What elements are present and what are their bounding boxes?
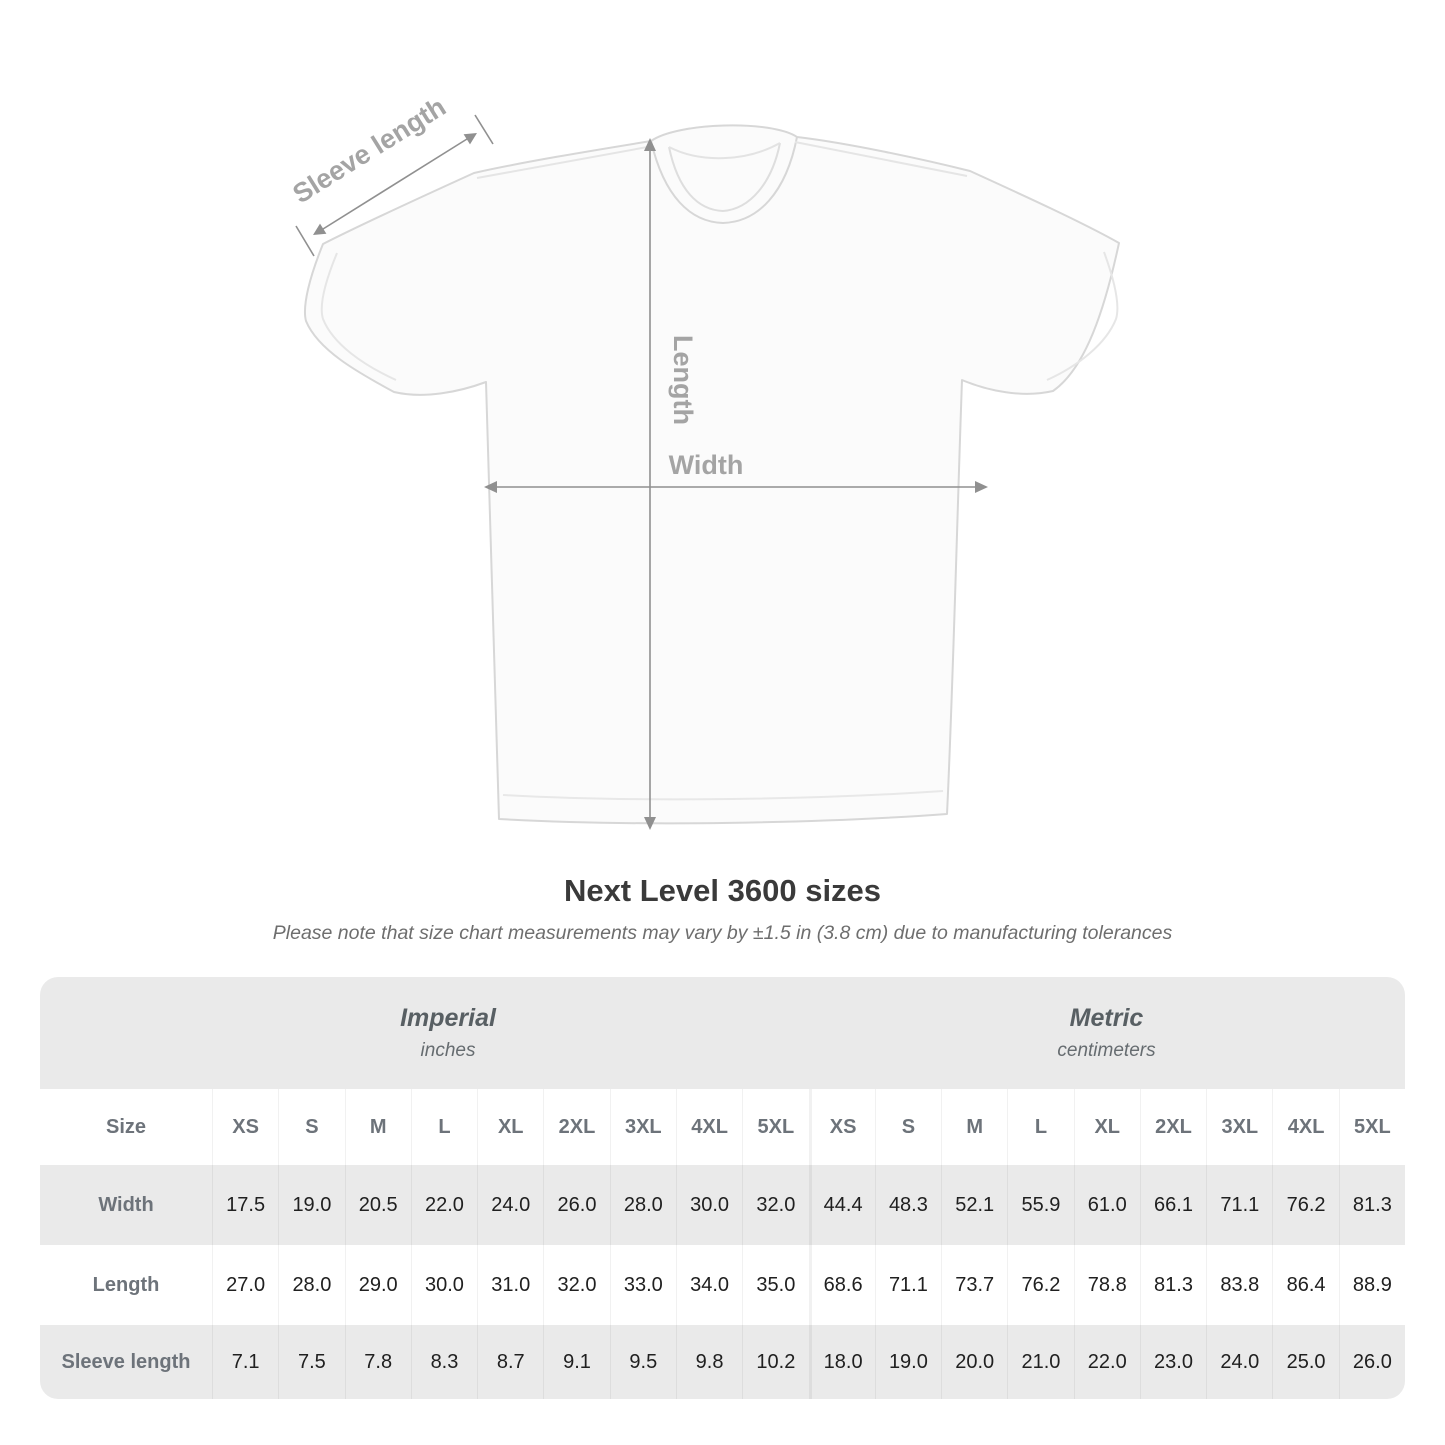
size-header-cell: M <box>941 1089 1007 1165</box>
metric-value-cell: 71.1 <box>1206 1165 1272 1245</box>
metric-value-cell: 81.3 <box>1140 1245 1206 1325</box>
metric-value-cell: 61.0 <box>1074 1165 1140 1245</box>
metric-value-cell: 44.4 <box>809 1165 875 1245</box>
metric-value-cell: 71.1 <box>875 1245 941 1325</box>
imperial-value-cell: 30.0 <box>676 1165 742 1245</box>
size-header-cell: 5XL <box>742 1089 808 1165</box>
size-header-cell: XS <box>809 1089 875 1165</box>
size-header-cell: S <box>278 1089 344 1165</box>
metric-unit-label: centimeters <box>1057 1040 1156 1061</box>
size-header-row <box>40 1089 1405 1165</box>
metric-label: Metric <box>1069 1004 1144 1032</box>
size-header-cell: XL <box>477 1089 543 1165</box>
measurement-row <box>40 1245 1405 1325</box>
size-header-cell: XL <box>1074 1089 1140 1165</box>
size-header-cell: XS <box>212 1089 278 1165</box>
metric-value-cell: 83.8 <box>1206 1245 1272 1325</box>
metric-value-cell: 20.0 <box>941 1325 1007 1399</box>
metric-header <box>808 977 1405 1089</box>
metric-value-cell: 78.8 <box>1074 1245 1140 1325</box>
imperial-value-cell: 19.0 <box>278 1165 344 1245</box>
imperial-value-cell: 22.0 <box>411 1165 477 1245</box>
imperial-value-cell: 24.0 <box>477 1165 543 1245</box>
metric-value-cell: 19.0 <box>875 1325 941 1399</box>
imperial-value-cell: 28.0 <box>278 1245 344 1325</box>
metric-value-cell: 21.0 <box>1007 1325 1073 1399</box>
size-header-cell: M <box>345 1089 411 1165</box>
row-label: Length <box>92 1273 160 1296</box>
row-label: Width <box>98 1193 154 1216</box>
imperial-value-cell: 9.1 <box>543 1325 609 1399</box>
size-header-cell: S <box>875 1089 941 1165</box>
imperial-value-cell: 27.0 <box>212 1245 278 1325</box>
metric-value-cell: 68.6 <box>809 1245 875 1325</box>
tolerance-note: Please note that size chart measurements may vary by ±1.5 in (3.8 cm) due to manufacturing tolerances <box>272 922 1173 944</box>
size-header-cell: 2XL <box>543 1089 609 1165</box>
metric-value-cell: 24.0 <box>1206 1325 1272 1399</box>
metric-value-cell: 86.4 <box>1272 1245 1338 1325</box>
metric-value-cell: 52.1 <box>941 1165 1007 1245</box>
imperial-value-cell: 32.0 <box>543 1245 609 1325</box>
imperial-value-cell: 32.0 <box>742 1165 808 1245</box>
metric-value-cell: 55.9 <box>1007 1165 1073 1245</box>
imperial-value-cell: 30.0 <box>411 1245 477 1325</box>
sleeve-length-label: Sleeve length <box>287 91 451 210</box>
metric-value-cell: 48.3 <box>875 1165 941 1245</box>
unit-header-band <box>40 977 1405 1089</box>
imperial-value-cell: 7.1 <box>212 1325 278 1399</box>
imperial-value-cell: 7.8 <box>345 1325 411 1399</box>
metric-value-cell: 18.0 <box>809 1325 875 1399</box>
size-header-cell: 4XL <box>676 1089 742 1165</box>
size-header-cell: 4XL <box>1272 1089 1338 1165</box>
imperial-header <box>64 977 832 1089</box>
imperial-value-cell: 8.3 <box>411 1325 477 1399</box>
imperial-value-cell: 10.2 <box>742 1325 808 1399</box>
metric-value-cell: 23.0 <box>1140 1325 1206 1399</box>
size-header-cell: 3XL <box>1206 1089 1272 1165</box>
metric-value-cell: 66.1 <box>1140 1165 1206 1245</box>
size-table <box>40 977 1405 1399</box>
imperial-label: Imperial <box>400 1004 496 1032</box>
metric-value-cell: 25.0 <box>1272 1325 1338 1399</box>
imperial-value-cell: 26.0 <box>543 1165 609 1245</box>
imperial-value-cell: 9.8 <box>676 1325 742 1399</box>
imperial-value-cell: 8.7 <box>477 1325 543 1399</box>
metric-value-cell: 76.2 <box>1007 1245 1073 1325</box>
page-title: Next Level 3600 sizes <box>563 873 882 908</box>
imperial-value-cell: 34.0 <box>676 1245 742 1325</box>
imperial-value-cell: 29.0 <box>345 1245 411 1325</box>
imperial-value-cell: 28.0 <box>610 1165 676 1245</box>
imperial-value-cell: 31.0 <box>477 1245 543 1325</box>
imperial-unit-label: inches <box>420 1040 476 1061</box>
size-table-body <box>40 1089 1405 1399</box>
imperial-value-cell: 7.5 <box>278 1325 344 1399</box>
imperial-value-cell: 35.0 <box>742 1245 808 1325</box>
size-column-header: Size <box>105 1115 147 1138</box>
width-label: Width <box>668 450 744 480</box>
measurement-row <box>40 1325 1405 1399</box>
size-header-cell: L <box>1007 1089 1073 1165</box>
size-header-cell: 3XL <box>610 1089 676 1165</box>
metric-value-cell: 76.2 <box>1272 1165 1338 1245</box>
metric-value-cell: 26.0 <box>1339 1325 1405 1399</box>
metric-value-cell: 22.0 <box>1074 1325 1140 1399</box>
metric-value-cell: 73.7 <box>941 1245 1007 1325</box>
size-header-cell: 5XL <box>1339 1089 1405 1165</box>
size-header-cell: L <box>411 1089 477 1165</box>
measurement-row <box>40 1165 1405 1245</box>
imperial-value-cell: 20.5 <box>345 1165 411 1245</box>
length-label: Length <box>668 335 698 425</box>
size-header-cell: 2XL <box>1140 1089 1206 1165</box>
imperial-value-cell: 33.0 <box>610 1245 676 1325</box>
imperial-value-cell: 9.5 <box>610 1325 676 1399</box>
imperial-value-cell: 17.5 <box>212 1165 278 1245</box>
metric-value-cell: 81.3 <box>1339 1165 1405 1245</box>
row-label: Sleeve length <box>61 1350 191 1373</box>
metric-value-cell: 88.9 <box>1339 1245 1405 1325</box>
